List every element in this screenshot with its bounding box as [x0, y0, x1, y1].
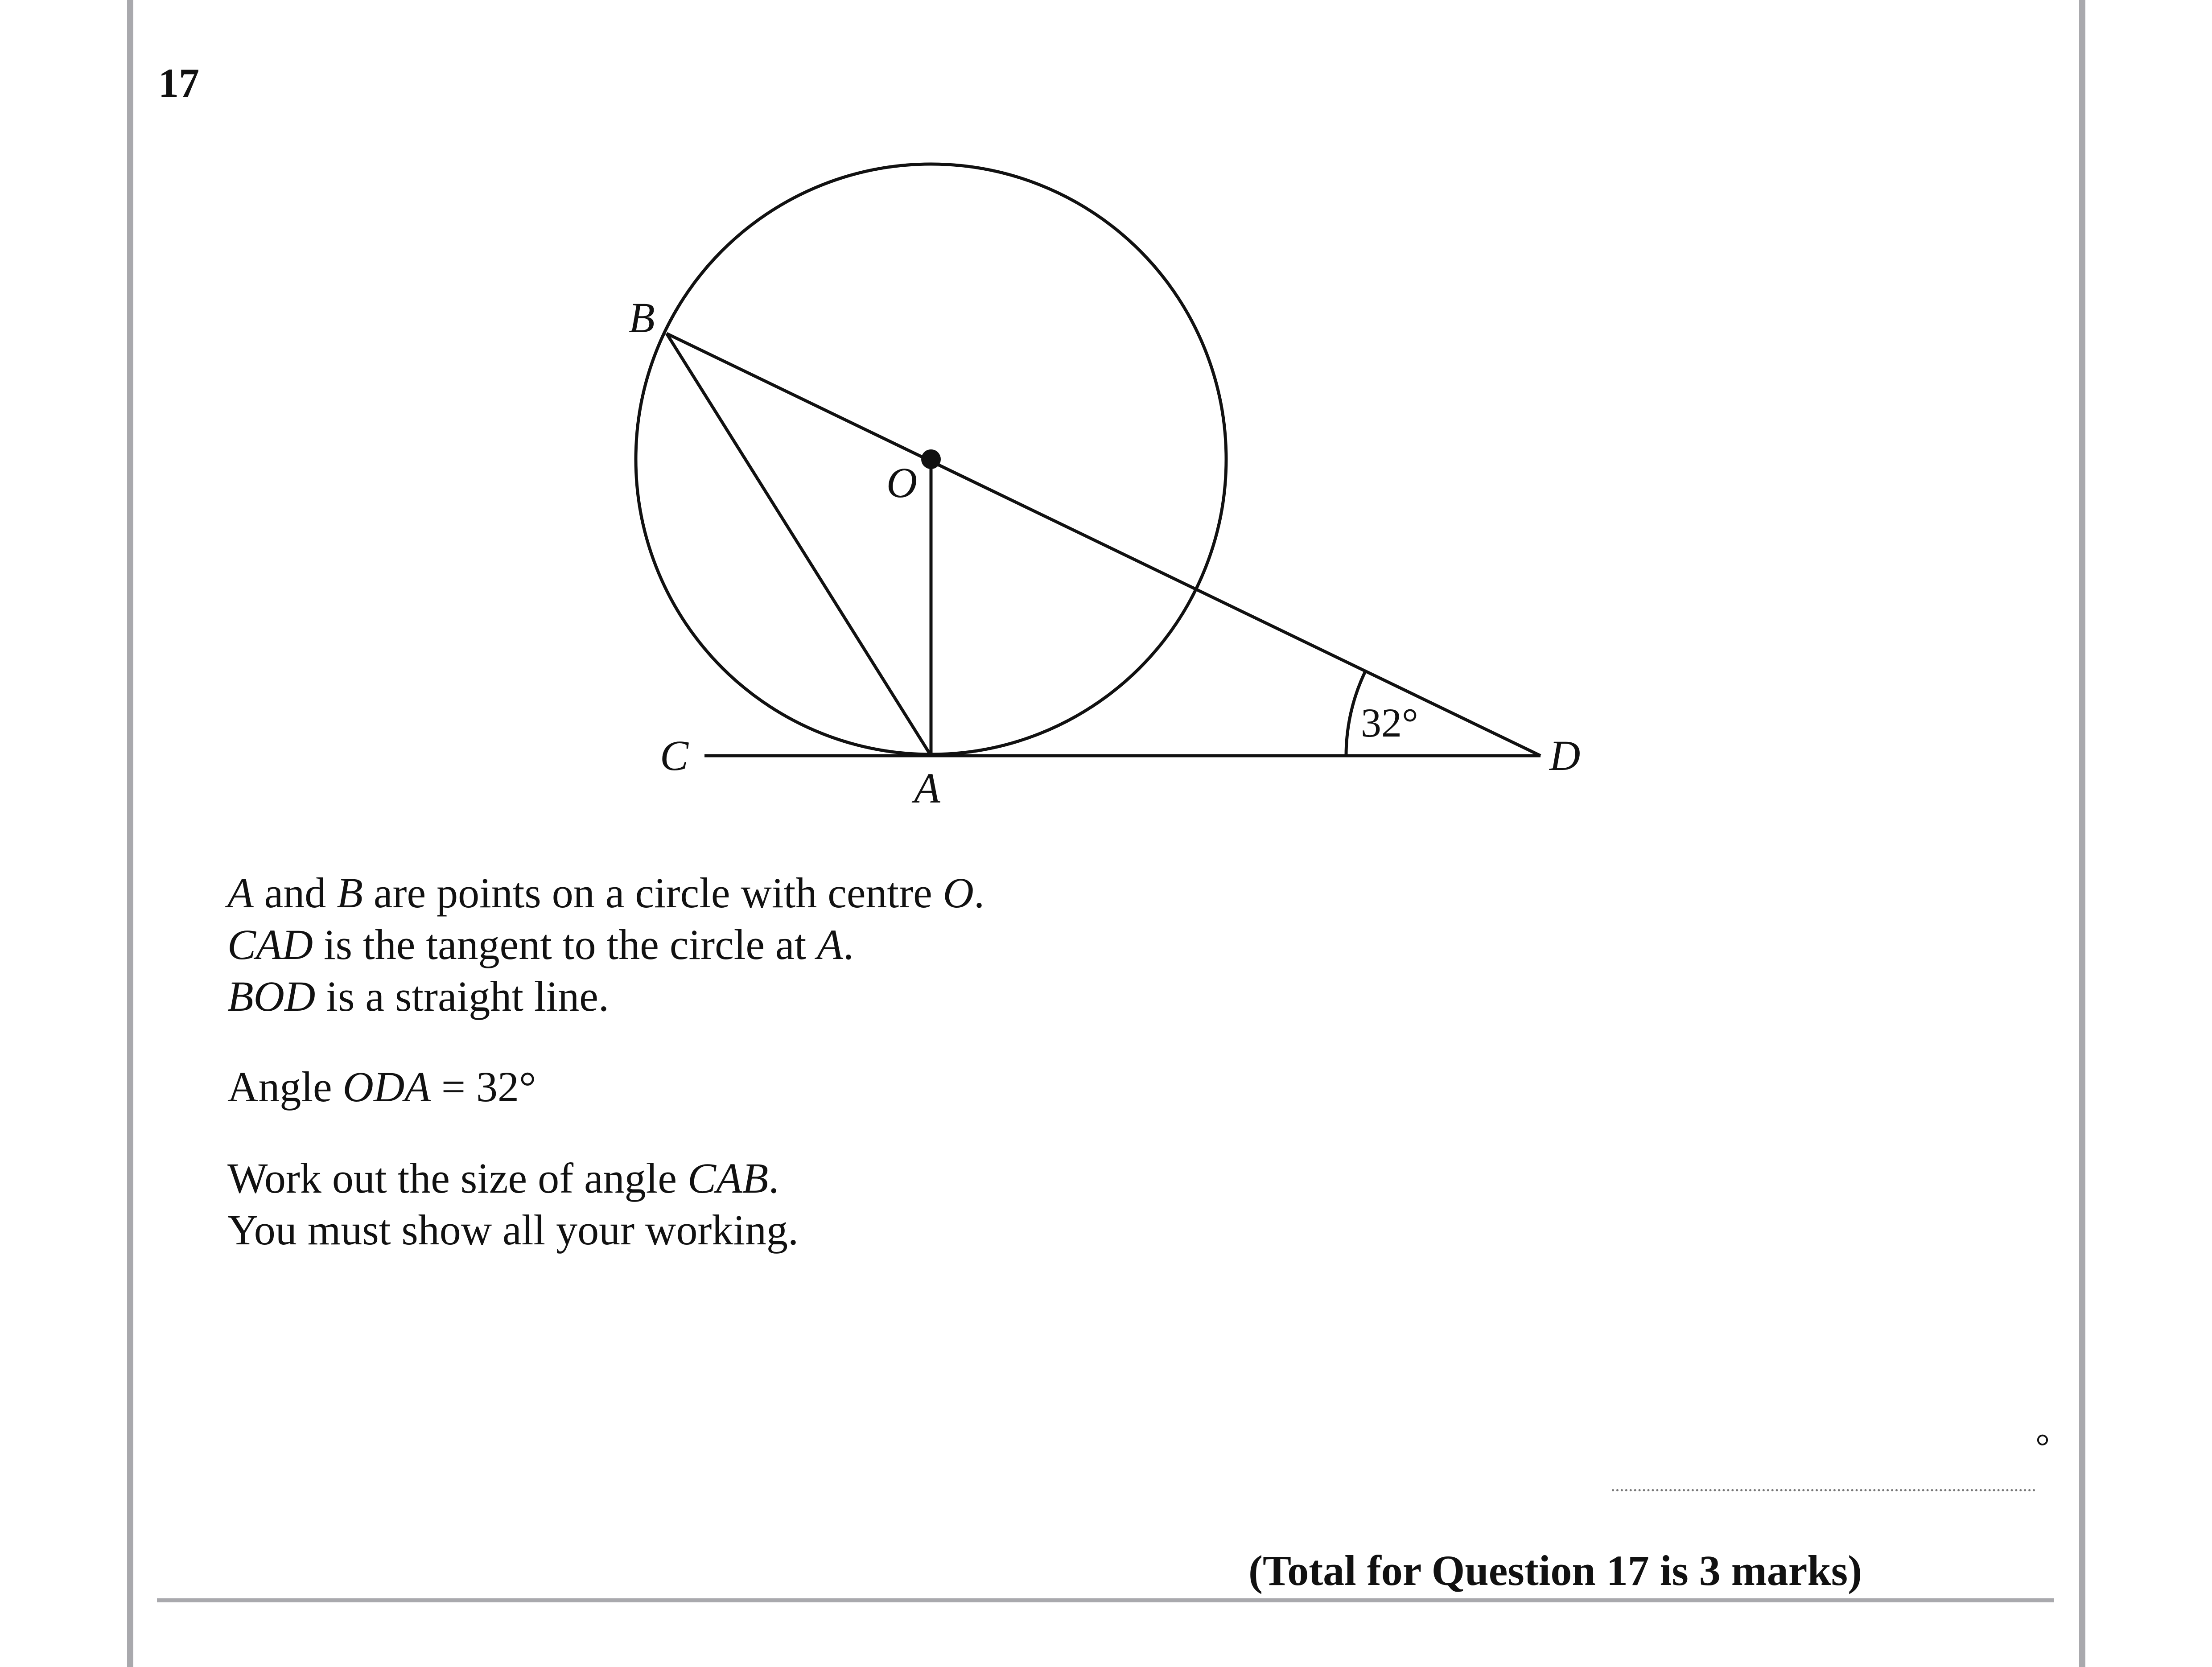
answer-line[interactable] [1612, 1489, 2035, 1491]
label-D: D [1549, 732, 1581, 779]
given-angle: Angle ODA = 32° [227, 1063, 536, 1111]
centre-point [921, 449, 941, 469]
angle-label: 32° [1361, 700, 1418, 745]
statement-line-3: BOD is a straight line. [227, 972, 609, 1020]
task-line-2: You must show all your working. [227, 1206, 799, 1254]
total-marks: (Total for Question 17 is 3 marks) [1248, 1547, 1862, 1594]
statement-line-1: A and B are points on a circle with centre O. [227, 869, 984, 917]
label-A: A [914, 764, 940, 812]
label-O: O [886, 459, 918, 506]
label-C: C [660, 732, 689, 779]
answer-unit-degree: ° [2035, 1427, 2050, 1466]
bottom-rule [157, 1598, 2054, 1602]
problem-statement [227, 867, 984, 1022]
task-instructions [227, 1152, 799, 1256]
label-B: B [629, 294, 655, 342]
question-number: 17 [158, 60, 199, 106]
task-line-1: Work out the size of angle CAB. [227, 1154, 779, 1202]
statement-line-2: CAD is the tangent to the circle at A. [227, 921, 854, 968]
